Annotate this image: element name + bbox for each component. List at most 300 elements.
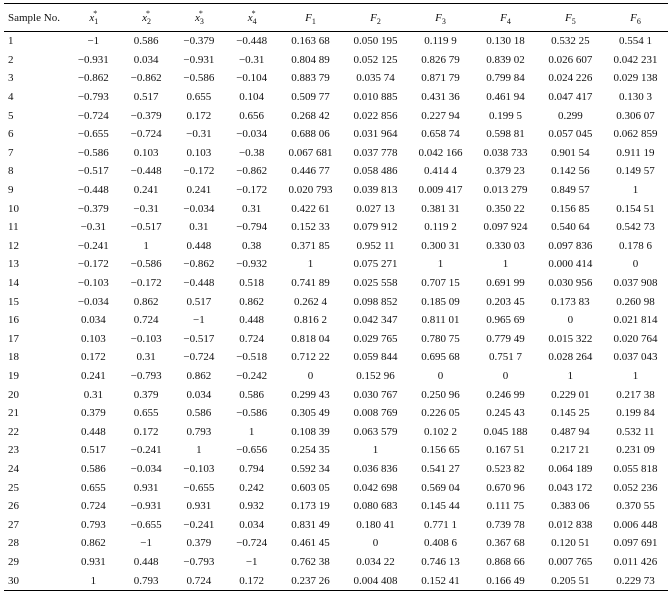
- table-cell: 0.120 51: [551, 537, 590, 550]
- table-cell: 0.241: [186, 184, 212, 197]
- table-cell: 0.142 56: [551, 165, 590, 178]
- sample-number-cell: 20: [8, 388, 19, 401]
- table-cell: 0: [502, 369, 509, 382]
- table-cell: −0.655: [183, 481, 215, 494]
- table-row: [4, 292, 668, 311]
- table-cell: −0.034: [130, 462, 162, 475]
- table-cell: 0.371 85: [291, 239, 330, 252]
- table-cell: 0.408 6: [423, 537, 457, 550]
- sample-number-cell: 2: [8, 53, 14, 66]
- table-cell: 0.300 31: [421, 239, 460, 252]
- header-symbol: x: [194, 11, 200, 24]
- table-cell: 0.517: [186, 295, 212, 308]
- table-cell: 0.379: [186, 537, 212, 550]
- header-row: [4, 4, 668, 32]
- table-cell: 0: [632, 258, 639, 271]
- table-cell: 0.931: [80, 555, 106, 568]
- table-cell: 0.226 05: [421, 407, 460, 420]
- table-cell: 0.804 89: [291, 53, 330, 66]
- table-cell: 0.724: [80, 500, 106, 513]
- table-cell: 0.006 448: [613, 518, 658, 531]
- table-cell: −0.862: [130, 72, 162, 85]
- table-cell: −0.793: [77, 91, 109, 104]
- table-cell: −0.448: [183, 277, 215, 290]
- table-cell: −0.931: [183, 53, 215, 66]
- table-cell: 0.039 813: [353, 184, 398, 197]
- table-cell: 0.586: [80, 462, 106, 475]
- header-superscript: *: [198, 8, 203, 18]
- table-cell: 1: [143, 239, 149, 252]
- data-table: [4, 3, 668, 591]
- table-cell: −0.724: [77, 109, 109, 122]
- table-row: [4, 237, 668, 256]
- table-cell: 0.042 231: [613, 53, 658, 66]
- table-cell: 0.707 15: [421, 277, 460, 290]
- table-cell: −0.242: [236, 369, 268, 382]
- table-cell: 0.035 74: [356, 72, 395, 85]
- table-cell: 0.026 607: [548, 53, 593, 66]
- table-cell: 0.422 61: [291, 202, 330, 215]
- table-cell: 0.227 94: [421, 109, 460, 122]
- table-cell: 0.487 94: [551, 425, 590, 438]
- table-body: [4, 32, 668, 591]
- table-cell: 0.793: [80, 518, 106, 531]
- sample-number-cell: 22: [8, 425, 19, 438]
- column-header-f4: [473, 4, 538, 32]
- table-cell: 0.691 99: [486, 277, 525, 290]
- table-cell: 0.517: [80, 444, 106, 457]
- table-cell: 0.446 77: [291, 165, 330, 178]
- table-cell: 0.517: [133, 91, 159, 104]
- table-cell: 0.034: [133, 53, 159, 66]
- table-cell: 0.047 417: [548, 91, 593, 104]
- column-header-x4: [225, 4, 278, 32]
- table-cell: −0.794: [236, 221, 268, 234]
- table-cell: 0.097 836: [548, 239, 593, 252]
- table-cell: 0.741 89: [291, 277, 330, 290]
- sample-number-cell: 26: [8, 500, 19, 513]
- table-cell: 0.229 73: [616, 574, 655, 587]
- table-cell: 0.688 06: [291, 128, 330, 141]
- table-cell: 0.163 68: [291, 35, 330, 48]
- table-cell: 0.762 38: [291, 555, 330, 568]
- table-cell: −0.172: [77, 258, 109, 271]
- table-cell: 1: [90, 574, 97, 587]
- table-cell: −0.724: [236, 537, 268, 550]
- table-cell: 0.383 06: [551, 500, 590, 513]
- table-cell: 0.31: [242, 202, 262, 215]
- table-cell: 0.166 49: [486, 574, 525, 587]
- table-row: [4, 404, 668, 423]
- table-cell: 0.250 96: [421, 388, 460, 401]
- table-cell: 0.655: [186, 91, 212, 104]
- table-row: [4, 348, 668, 367]
- table-cell: 0.025 558: [353, 277, 398, 290]
- sample-number-cell: 17: [8, 332, 19, 345]
- table-cell: 0.518: [239, 277, 265, 290]
- table-cell: 0.246 99: [486, 388, 525, 401]
- table-cell: 0.178 6: [618, 239, 652, 252]
- column-header-f1: [278, 4, 343, 32]
- table-cell: 0.034: [80, 314, 106, 327]
- table-row: [4, 311, 668, 330]
- table-cell: 0.167 51: [486, 444, 525, 457]
- column-header-f5: [538, 4, 603, 32]
- table-cell: 0.037 908: [613, 277, 658, 290]
- table-cell: 0.058 486: [353, 165, 398, 178]
- table-cell: 0.816 2: [294, 314, 328, 327]
- table-cell: 0.063 579: [353, 425, 398, 438]
- sample-number-cell: 16: [8, 314, 19, 327]
- table-cell: 0.746 13: [421, 555, 460, 568]
- column-header-sample-no: [4, 4, 67, 32]
- table-cell: 0.241: [80, 369, 106, 382]
- table-cell: 0.448: [133, 555, 159, 568]
- table-cell: 0.043 172: [548, 481, 593, 494]
- table-cell: 0.064 189: [548, 462, 593, 475]
- table-cell: −0.518: [236, 351, 268, 364]
- table-cell: 0.461 45: [291, 537, 330, 550]
- table-cell: 0.231 09: [616, 444, 655, 457]
- table-cell: 0.586: [239, 388, 265, 401]
- table-cell: 0.586: [133, 35, 159, 48]
- sample-number-cell: 1: [8, 35, 14, 48]
- column-header-f2: [343, 4, 408, 32]
- table-cell: 1: [632, 369, 639, 382]
- table-cell: 0.156 65: [421, 444, 460, 457]
- header-superscript: *: [146, 8, 151, 18]
- header-symbol: x: [247, 11, 253, 24]
- table-cell: −0.31: [133, 202, 159, 215]
- table-cell: 0.31: [189, 221, 209, 234]
- table-row: [4, 553, 668, 572]
- table-row: [4, 478, 668, 497]
- sample-number-cell: 19: [8, 369, 19, 382]
- table-cell: −1: [140, 537, 152, 550]
- table-cell: 0.008 769: [353, 407, 398, 420]
- table-row: [4, 385, 668, 404]
- table-cell: 0.826 79: [421, 53, 460, 66]
- table-cell: 0.172: [133, 425, 159, 438]
- table-row: [4, 51, 668, 70]
- table-cell: 0.862: [80, 537, 106, 550]
- table-cell: 0.306 07: [616, 109, 655, 122]
- table-row: [4, 32, 668, 51]
- sample-number-cell: 9: [8, 184, 14, 197]
- table-cell: −0.793: [130, 369, 162, 382]
- table-cell: −0.586: [130, 258, 162, 271]
- sample-number-cell: 5: [8, 109, 14, 122]
- table-cell: −0.793: [183, 555, 215, 568]
- table-cell: 0.952 11: [356, 239, 395, 252]
- header-symbol: F: [565, 11, 572, 24]
- sample-number-cell: 23: [8, 444, 19, 457]
- table-cell: 0.015 322: [548, 332, 593, 345]
- table-cell: 0.724: [186, 574, 212, 587]
- sample-number-cell: 11: [8, 221, 19, 234]
- table-cell: 0.229 01: [551, 388, 590, 401]
- sample-number-cell: 8: [8, 165, 14, 178]
- table-cell: 0.055 818: [613, 462, 658, 475]
- table-cell: −0.172: [130, 277, 162, 290]
- table-cell: 0.381 31: [421, 202, 460, 215]
- table-cell: 0.097 924: [483, 221, 528, 234]
- table-cell: −0.586: [77, 146, 109, 159]
- table-cell: 0: [372, 537, 379, 550]
- table-cell: 0: [437, 369, 444, 382]
- table-cell: 0.461 94: [486, 91, 525, 104]
- table-cell: −0.932: [236, 258, 268, 271]
- table-cell: −0.379: [77, 202, 109, 215]
- table-cell: 0.024 226: [548, 72, 593, 85]
- header-subscript: 2: [147, 16, 152, 26]
- table-cell: 0.059 844: [353, 351, 398, 364]
- table-cell: 0.173 83: [551, 295, 590, 308]
- table-cell: 0.831 49: [291, 518, 330, 531]
- header-symbol: F: [305, 11, 312, 24]
- table-cell: 0.724: [239, 332, 265, 345]
- table-cell: 0.011 426: [613, 555, 658, 568]
- table-cell: 0.012 838: [548, 518, 593, 531]
- table-cell: 0.31: [136, 351, 156, 364]
- table-cell: −0.724: [130, 128, 162, 141]
- header-subscript: 6: [636, 16, 641, 26]
- table-cell: −1: [245, 555, 258, 568]
- table-cell: −0.379: [130, 109, 162, 122]
- table-cell: 0.102 2: [423, 425, 457, 438]
- table-cell: 0.205 51: [551, 574, 590, 587]
- table-cell: 0.901 54: [551, 146, 590, 159]
- table-cell: 0.350 22: [486, 202, 525, 215]
- table-cell: −0.103: [77, 277, 109, 290]
- table-cell: 0.431 36: [421, 91, 460, 104]
- column-header-x2: [120, 4, 173, 32]
- table-cell: 0.242: [239, 481, 265, 494]
- sample-number-cell: 13: [8, 258, 19, 271]
- table-cell: 0.724: [133, 314, 159, 327]
- table-cell: −0.31: [80, 221, 107, 234]
- table-cell: −0.448: [77, 184, 109, 197]
- sample-number-cell: 4: [8, 91, 14, 104]
- table-cell: 0.794: [239, 462, 265, 475]
- table-cell: −0.517: [183, 332, 215, 345]
- table-cell: 0.030 767: [353, 388, 398, 401]
- header-subscript: 4: [252, 16, 257, 26]
- table-cell: 1: [632, 184, 639, 197]
- table-cell: 0.145 25: [551, 407, 590, 420]
- table-cell: 0.811 01: [421, 314, 460, 327]
- table-cell: −0.586: [183, 72, 215, 85]
- header-symbol: x: [89, 11, 95, 24]
- sample-number-cell: 3: [8, 72, 14, 85]
- sample-number-cell: 29: [8, 555, 19, 568]
- table-cell: 0.067 681: [288, 146, 333, 159]
- table-cell: 0.262 4: [294, 295, 328, 308]
- table-cell: 0.965 69: [486, 314, 525, 327]
- table-cell: 0.793: [186, 425, 212, 438]
- table-row: [4, 274, 668, 293]
- table-cell: −1: [193, 314, 205, 327]
- table-row: [4, 515, 668, 534]
- table-cell: 0.658 74: [421, 128, 460, 141]
- sample-number-cell: 28: [8, 537, 19, 550]
- table-cell: 1: [372, 444, 379, 457]
- header-subscript: 3: [441, 16, 446, 26]
- header-symbol: x: [142, 11, 148, 24]
- table-cell: 0.152 41: [421, 574, 460, 587]
- table-cell: 1: [196, 444, 202, 457]
- table-cell: −0.656: [236, 444, 268, 457]
- table-row: [4, 460, 668, 479]
- table-cell: 1: [502, 258, 509, 271]
- table-cell: 0.868 66: [486, 555, 525, 568]
- table-cell: −0.034: [236, 128, 268, 141]
- table-cell: 0.130 18: [486, 35, 525, 48]
- table-cell: 0.523 82: [486, 462, 525, 475]
- table-row: [4, 199, 668, 218]
- table-cell: −0.517: [77, 165, 109, 178]
- header-subscript: 2: [376, 16, 381, 26]
- table-row: [4, 330, 668, 349]
- table-cell: 0.029 138: [613, 72, 658, 85]
- table-cell: 0.152 96: [356, 369, 395, 382]
- header-symbol: Sample No.: [8, 11, 60, 24]
- table-cell: −0.379: [183, 35, 215, 48]
- table-cell: 0.097 691: [613, 537, 658, 550]
- table-cell: −0.448: [236, 35, 268, 48]
- table-row: [4, 497, 668, 516]
- sample-number-cell: 12: [8, 239, 19, 252]
- table-cell: 0.103: [133, 146, 159, 159]
- table-cell: 0.883 79: [291, 72, 330, 85]
- table-cell: 0.931: [133, 481, 159, 494]
- table-cell: 0.111 75: [486, 500, 525, 513]
- table-cell: 0.119 9: [424, 35, 457, 48]
- table-cell: −0.103: [183, 462, 215, 475]
- table-cell: 0.299: [558, 109, 583, 122]
- table-cell: 0.154 51: [616, 202, 655, 215]
- table-cell: 0.021 814: [613, 314, 658, 327]
- table-cell: 0.367 68: [486, 537, 525, 550]
- table-cell: −0.862: [236, 165, 268, 178]
- table-row: [4, 441, 668, 460]
- table-cell: 0.532 11: [616, 425, 655, 438]
- table-cell: 0.655: [133, 407, 159, 420]
- table-cell: −0.38: [238, 146, 265, 159]
- table-cell: 0.034 22: [356, 555, 395, 568]
- table-row: [4, 534, 668, 553]
- table-cell: 0.004 408: [353, 574, 398, 587]
- table-cell: 0.379: [133, 388, 159, 401]
- table-cell: 0.779 49: [486, 332, 525, 345]
- header-superscript: *: [251, 8, 256, 18]
- table-cell: 0.379 23: [486, 165, 525, 178]
- table-cell: 0.656: [239, 109, 265, 122]
- table-cell: 0.119 2: [424, 221, 457, 234]
- table-row: [4, 367, 668, 386]
- table-cell: 0.020 793: [288, 184, 333, 197]
- table-cell: 0: [307, 369, 314, 382]
- table-row: [4, 255, 668, 274]
- table-cell: 0.130 3: [618, 91, 652, 104]
- table-cell: 0.818 04: [291, 332, 330, 345]
- table-cell: 0.31: [83, 388, 103, 401]
- table-cell: 0.045 188: [483, 425, 528, 438]
- table-cell: 0.780 75: [421, 332, 460, 345]
- sample-number-cell: 18: [8, 351, 19, 364]
- table-cell: 0.330 03: [486, 239, 525, 252]
- table-cell: 0.180 41: [356, 518, 395, 531]
- table-cell: 0.108 39: [291, 425, 330, 438]
- table-cell: 0.042 347: [353, 314, 398, 327]
- header-symbol: F: [630, 11, 637, 24]
- table-cell: 0.839 02: [486, 53, 525, 66]
- header-symbol: F: [435, 11, 442, 24]
- table-row: [4, 144, 668, 163]
- table-cell: 0.036 836: [353, 462, 398, 475]
- table-cell: 0.448: [80, 425, 106, 438]
- column-header-f3: [408, 4, 473, 32]
- table-cell: 0.172: [80, 351, 106, 364]
- header-subscript: 1: [311, 16, 316, 26]
- table-cell: −0.241: [77, 239, 109, 252]
- table-cell: 0.185 09: [421, 295, 460, 308]
- table-cell: 0.217 21: [551, 444, 590, 457]
- table-cell: 0.862: [133, 295, 159, 308]
- table-cell: 0.254 35: [291, 444, 330, 457]
- table-cell: −0.034: [183, 202, 215, 215]
- table-cell: 0.050 195: [353, 35, 398, 48]
- table-cell: 1: [437, 258, 444, 271]
- table-cell: 0.862: [186, 369, 212, 382]
- table-cell: 0.203 45: [486, 295, 525, 308]
- table-cell: −0.862: [77, 72, 109, 85]
- table-cell: −1: [87, 35, 100, 48]
- sample-number-cell: 21: [8, 407, 19, 420]
- table-cell: 0.172: [239, 574, 265, 587]
- header-subscript: 3: [199, 16, 204, 26]
- table-row: [4, 181, 668, 200]
- table-cell: 0.009 417: [418, 184, 463, 197]
- table-cell: 0.075 271: [353, 258, 398, 271]
- table-cell: 0.080 683: [353, 500, 398, 513]
- table-cell: 0.245 43: [486, 407, 525, 420]
- table-cell: 0.771 1: [423, 518, 457, 531]
- table-cell: −0.103: [130, 332, 162, 345]
- table-cell: −0.31: [186, 128, 212, 141]
- table-cell: 0.670 96: [486, 481, 525, 494]
- table-cell: 0.172: [186, 109, 212, 122]
- table-cell: 0.079 912: [353, 221, 398, 234]
- table-cell: −0.104: [236, 72, 268, 85]
- table-row: [4, 571, 668, 590]
- table-cell: 0.532 25: [551, 35, 590, 48]
- table-cell: −0.931: [77, 53, 109, 66]
- table-cell: 0.592 34: [291, 462, 330, 475]
- table-cell: 0.000 414: [548, 258, 593, 271]
- header-superscript: *: [93, 8, 98, 18]
- table-cell: 0.027 13: [356, 202, 395, 215]
- table-cell: 0.655: [80, 481, 106, 494]
- table-cell: 0.569 04: [421, 481, 460, 494]
- table-cell: 0.013 279: [483, 184, 528, 197]
- table-cell: 1: [248, 425, 255, 438]
- table-cell: 0.260 98: [616, 295, 655, 308]
- table-cell: −0.241: [130, 444, 162, 457]
- table-cell: −0.586: [236, 407, 268, 420]
- table-cell: 0.217 38: [616, 388, 655, 401]
- table-cell: 0.541 27: [421, 462, 460, 475]
